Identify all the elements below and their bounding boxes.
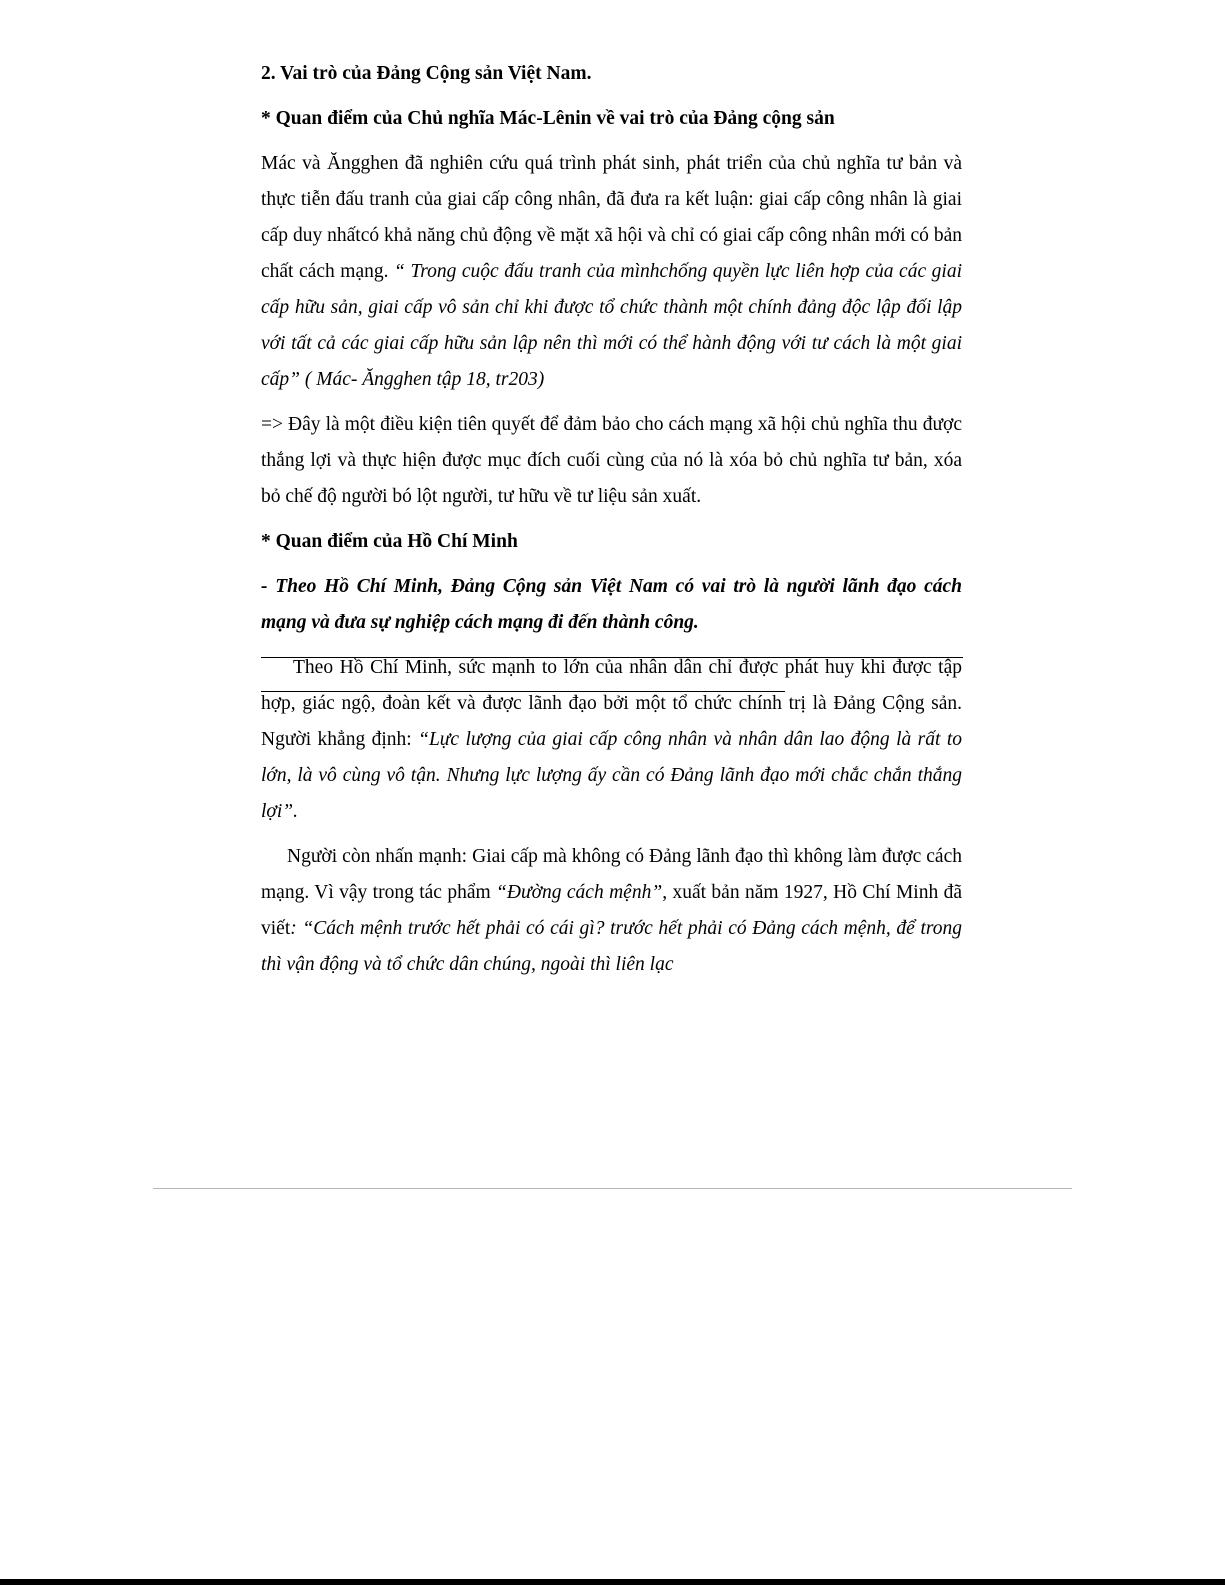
paragraph-conclusion: => Đây là một điều kiện tiên quyết để đảm bảo cho cách mạng xã hội chủ nghĩa thu được thắng lợi và thực hiện được mục đích cuối cùng của nó là xóa bỏ chủ nghĩa tư bản, xóa bỏ chế độ người bó lột người, tư hữu về tư liệu sản xuất.: [261, 414, 962, 507]
page-footer-rule: [153, 1188, 1072, 1189]
heading-marxism-leninism: * Quan điểm của Chủ nghĩa Mác-Lênin về vai trò của Đảng cộng sản: [261, 108, 835, 129]
document-page: [261, 56, 962, 983]
page-bottom-edge: [0, 1579, 1225, 1585]
paragraph-text: Người còn nhấn mạnh: Giai cấp mà không có Đảng lãnh đạo thì không làm được cách mạng. Vì vậy trong tác phẩm: [261, 846, 962, 903]
paragraph-revolution-road: [261, 830, 962, 983]
heading-ho-chi-minh: * Quan điểm của Hồ Chí Minh: [261, 531, 518, 552]
paragraph-party-role: - Theo Hồ Chí Minh, Đảng Cộng sản Việt Nam có vai trò là người lãnh đạo cách mạng và đưa sự nghiệp cách mạng đi đến thành công.: [261, 576, 962, 633]
divider-line: [261, 657, 963, 658]
paragraph-text: , xuất bản năm 1927, Hồ Chí Minh đã viết: [261, 882, 962, 939]
section-title: 2. Vai trò của Đảng Cộng sản Việt Nam.: [261, 63, 592, 84]
revolution-quote: : “Cách mệnh trước hết phải có cái gì? trước hết phải có Đảng cách mệnh, để trong thì vận động và tổ chức dân chúng, ngoài thì liên lạc: [261, 918, 962, 975]
marx-engels-quote: “ Trong cuộc đấu tranh của mìnhchống quyền lực liên hợp của các giai cấp hữu sản, giai cấp vô sản chỉ khi được tổ chức thành một chính đảng độc lập đối lập với tất cả các giai cấp hữu sản lập nên thì mới có thể hành động với tư cách là một giai cấp” ( Mác- Ăngghen tập 18, tr203): [261, 261, 963, 390]
paragraph-text: Mác và Ăngghen đã nghiên cứu quá trình phát sinh, phát triển của chủ nghĩa tư bản và thực tiễn đấu tranh của giai cấp công nhân, đã đưa ra kết luận: giai cấp công nhân là giai cấp duy nhấtcó khả năng chủ động về mặt xã hội và chỉ có giai cấp công nhân mới có bản chất cách mạng.: [261, 153, 962, 282]
paragraph-people-strength: [261, 641, 962, 830]
paragraph-text: Theo Hồ Chí Minh, sức mạnh to lớn của nhân dân chỉ được phát huy khi được tập hợp, giác ngộ, đoàn kết và được lãnh đạo bởi một tổ chức chính trị là Đảng Cộng sản. Người khẳng định:: [261, 657, 962, 750]
paragraph-marx-engels: [261, 137, 962, 398]
book-title: “Đường cách mệnh”: [496, 882, 663, 903]
underline-mark: [261, 691, 785, 692]
ho-chi-minh-quote: “Lực lượng của giai cấp công nhân và nhân dân lao động là rất to lớn, là vô cùng vô tận. Nhưng lực lượng ấy cần có Đảng lãnh đạo mới chắc chắn thắng lợi”.: [261, 729, 963, 822]
